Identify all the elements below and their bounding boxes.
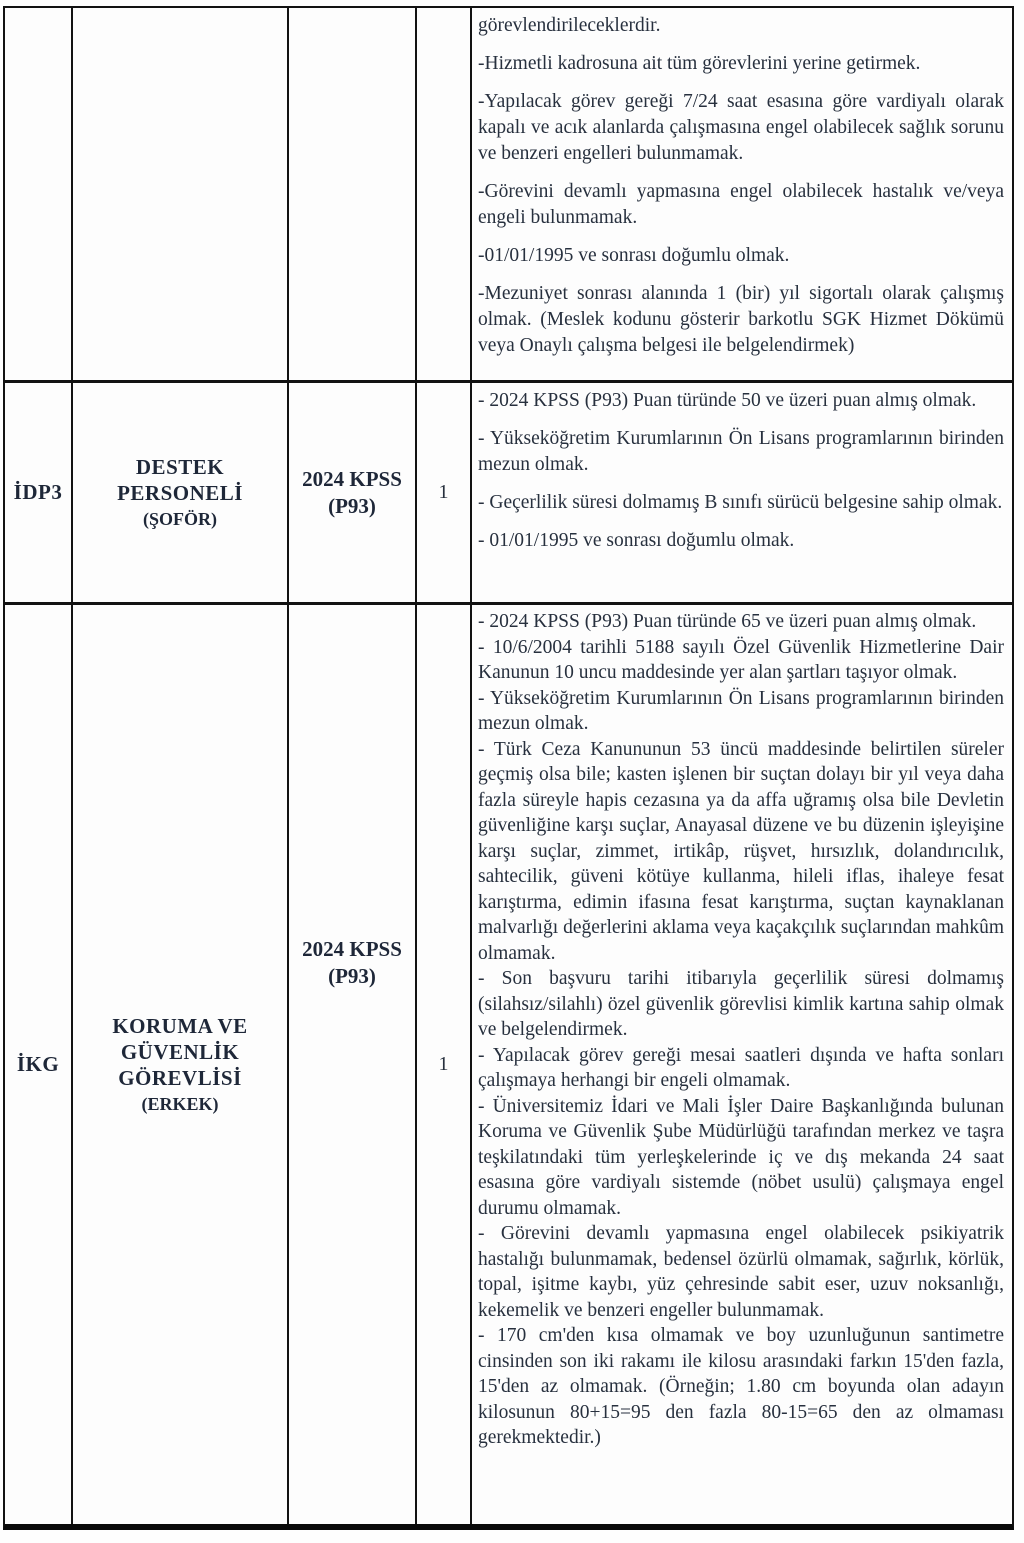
requirement-paragraph: -Mezuniyet sonrası alanında 1 (bir) yıl sigortalı olarak çalışmış olmak. (Meslek kodunu gösterir barkotlu SGK Hizmet Dökümü veya Onaylı çalışma belgesi ile belgelendirmek) <box>478 283 1004 356</box>
exam-type <box>302 936 402 990</box>
requirements-cell <box>472 605 1012 1524</box>
requirement-paragraph: - Geçerlilik süresi dolmamış B sınıfı sürücü belgesine sahip olmak. <box>478 492 1003 513</box>
quota-cell <box>417 8 472 380</box>
quota-cell <box>417 383 472 602</box>
requirement-paragraph: - 01/01/1995 ve sonrası doğumlu olmak. <box>478 530 795 551</box>
requirement-paragraph: -Yapılacak görev gereği 7/24 saat esasına göre vardiyalı olarak kapalı ve acık alanlarda çalışmasına engel olabilecek sağlık sorunu ve benzeri engelleri bulunmamak. <box>478 91 1004 164</box>
recruitment-table <box>3 6 1014 1530</box>
table-row-continuation <box>5 8 1012 380</box>
requirements-cell <box>472 383 1012 602</box>
position-subtitle: (ŞOFÖR) <box>143 509 217 529</box>
exam-line: (P93) <box>328 493 376 518</box>
requirement-paragraph: - Yükseköğretim Kurumlarının Ön Lisans programlarının birinden mezun olmak. <box>478 687 1004 734</box>
exam-line: 2024 KPSS <box>302 936 402 961</box>
position-title-line: DESTEK <box>135 455 225 479</box>
requirement-paragraph: - Üniversitemiz İdari ve Mali İşler Daire Başkanlığında bulunan Koruma ve Güvenlik Şube Müdürlüğü tarafından merkez ve taşra teşkilatındaki tüm yerleşkelerinde iç ve dış mekanda 24 saat esasına göre vardiyalı sistemde (nöbet usulü) çalışmaya engel durumu olmamak. <box>478 1095 1004 1219</box>
quota-value: 1 <box>438 481 449 503</box>
position-title-line: GÜVENLİK <box>120 1040 240 1064</box>
code-cell <box>5 383 73 602</box>
table-row-ikg <box>5 602 1012 1524</box>
position-cell <box>73 605 289 1524</box>
exam-cell <box>289 383 417 602</box>
position-code: İKG <box>16 1052 60 1076</box>
requirement-paragraph: -01/01/1995 ve sonrası doğumlu olmak. <box>478 245 790 266</box>
requirement-paragraph: - Türk Ceza Kanununun 53 üncü maddesinde belirtilen süreler geçmiş olsa bile; kasten işlenen bir suçtan dolayı bir yıl veya daha fazla süreyle hapis cezasına ya da affa uğramış olsa bile Devletin güvenliğine karşı suçlar, Anayasal düzene ve bu düzenin işleyişine karşı suçlar, zimmet, irtikâp, rüşvet, hırsızlık, dolandırıcılık, sahtecilik, güveni kötüye kullanma, hileli iflas, ihaleye fesat karıştırma, edimin ifasına fesat karıştırma, suçtan kaynaklanan malvarlığı değerlerini aklama veya kaçakçılık suçlarından mahkûm olmamak. <box>478 738 1004 964</box>
requirement-paragraph: -Görevini devamlı yapmasına engel olabilecek hastalık ve/veya engeli bulunmamak. <box>478 181 1004 228</box>
quota-value: 1 <box>438 1053 449 1075</box>
requirements-cell <box>472 8 1012 380</box>
requirement-paragraph: - Yapılacak görev gereği mesai saatleri dışında ve hafta sonları çalışmaya herhangi bir engeli olmamak. <box>478 1044 1004 1091</box>
exam-type <box>302 466 402 520</box>
requirement-paragraph: - Görevini devamlı yapmasına engel olabilecek psikiyatrik hastalığı bulunmamak, bedensel özürlü olmamak, sağırlık, körlük, topal, işitme kaybı, yüz çehresinde sabit eser, uzuv noksanlığı, kekemelik ve benzeri engeller bulunmamak. <box>478 1223 1004 1321</box>
requirement-paragraph: - Yükseköğretim Kurumlarının Ön Lisans programlarının birinden mezun olmak. <box>478 428 1004 475</box>
exam-line: (P93) <box>328 963 376 988</box>
requirement-paragraph: - 2024 KPSS (P93) Puan türünde 50 ve üzeri puan almış olmak. <box>478 390 977 411</box>
requirement-paragraph: - 10/6/2004 tarihli 5188 sayılı Özel Güvenlik Hizmetlerine Dair Kanunun 10 uncu maddesinde yer alan şartları taşıyor olmak. <box>478 636 1004 683</box>
position-subtitle: (ERKEK) <box>141 1094 219 1114</box>
requirement-paragraph: - Son başvuru tarihi itibarıyla geçerlilik süresi dolmamış (silahsız/silahlı) özel güvenlik görevlisi kimlik kartına sahip olmak ve belgelendirmek. <box>478 968 1004 1040</box>
requirement-paragraph: - 170 cm'den kısa olmamak ve boy uzunluğunun santimetre cinsinden son iki rakamı ile kilosu arasındaki farkın 15'den fazla, 15'den az olmamak. (Örneğin; 1.80 cm boyunda olan adayın kilosunun 80+15=95 den fazla 80-15=65 den az olmaması gerekmektedir.) <box>478 1325 1004 1448</box>
exam-cell <box>289 605 417 1524</box>
requirement-paragraph: - 2024 KPSS (P93) Puan türünde 65 ve üzeri puan almış olmak. <box>478 611 977 632</box>
position-title-line: KORUMA VE <box>112 1014 248 1038</box>
position-title-line: PERSONELİ <box>117 481 243 505</box>
exam-cell <box>289 8 417 380</box>
code-cell <box>5 8 73 380</box>
exam-line: 2024 KPSS <box>302 466 402 491</box>
table-row-idp3 <box>5 380 1012 602</box>
position-code: İDP3 <box>13 480 63 504</box>
requirement-paragraph: -Hizmetli kadrosuna ait tüm görevlerini yerine getirmek. <box>478 53 921 74</box>
quota-cell <box>417 605 472 1524</box>
position-cell <box>73 383 289 602</box>
position-title-line: GÖREVLİSİ <box>118 1066 242 1090</box>
code-cell <box>5 605 73 1524</box>
position-cell <box>73 8 289 380</box>
requirement-paragraph: görevlendirileceklerdir. <box>478 15 661 36</box>
